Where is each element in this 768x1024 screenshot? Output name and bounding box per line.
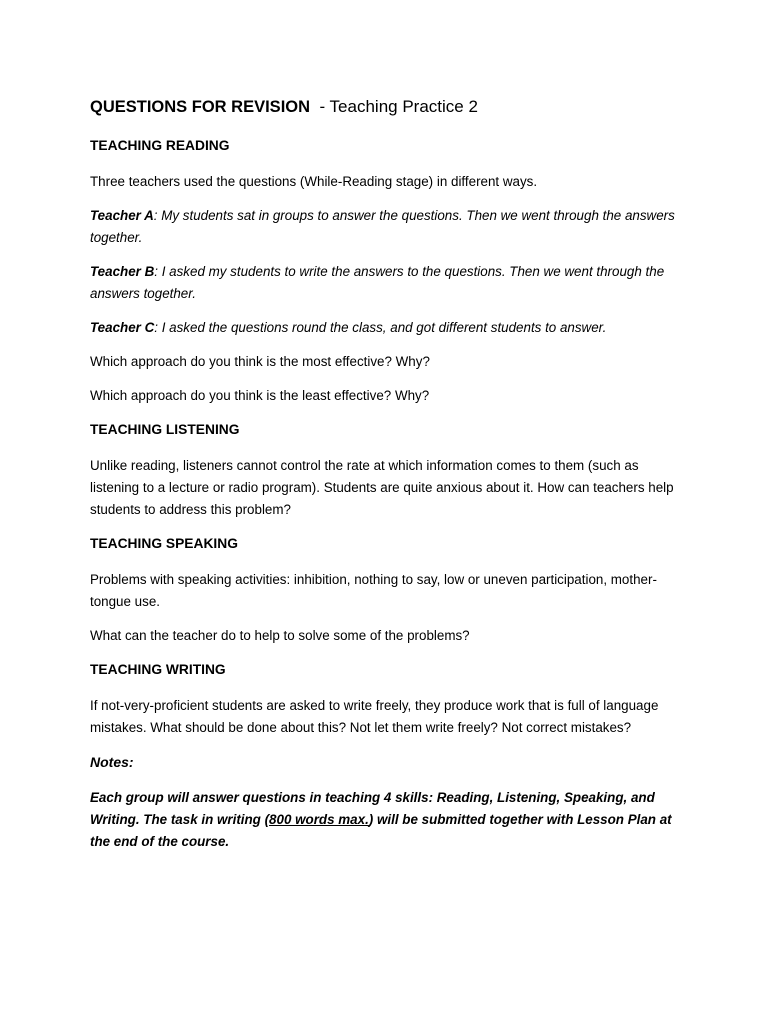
speaking-question: What can the teacher do to help to solve some of the problems? xyxy=(90,628,470,643)
teacher-a-separator: : xyxy=(153,208,162,223)
teacher-c-separator: : xyxy=(154,320,162,335)
speaking-text: Problems with speaking activities: inhibition, nothing to say, low or uneven participation, mother-tongue use. xyxy=(90,572,657,609)
notes-title: Notes: xyxy=(90,754,134,770)
notes-text-after: ) will be submitted together with Lesson Plan at the end of the course. xyxy=(90,812,672,849)
document-body xyxy=(90,94,685,865)
teacher-c-name: Teacher C xyxy=(90,320,155,335)
reading-question-least: Which approach do you think is the least effective? Why? xyxy=(90,388,430,403)
document-title xyxy=(90,94,685,121)
notes-text-before: Each group will answer questions in teaching 4 skills: Reading, Listening, Speaking, and Writing. The task in writing ( xyxy=(90,790,655,827)
listening-text: Unlike reading, listeners cannot control the rate at which information comes to them (such as listening to a lecture or radio program). Students are quite anxious about it. How can teachers help students to address this problem? xyxy=(90,458,674,517)
teacher-b-separator: : xyxy=(154,264,162,279)
notes-text xyxy=(90,787,685,853)
heading-teaching-speaking: TEACHING SPEAKING xyxy=(90,536,238,551)
notes-word-limit: 800 words max. xyxy=(269,812,369,827)
teacher-c-paragraph xyxy=(90,317,685,339)
teacher-a-quote: My students sat in groups to answer the questions. Then we went through the answers together. xyxy=(90,208,675,245)
teacher-b-quote: I asked my students to write the answers to the questions. Then we went through the answers together. xyxy=(90,264,665,301)
teacher-c-quote: I asked the questions round the class, and got different students to answer. xyxy=(161,320,607,335)
title-main: QUESTIONS FOR REVISION xyxy=(90,98,311,116)
heading-teaching-writing: TEACHING WRITING xyxy=(90,662,226,677)
teacher-b-name: Teacher B xyxy=(90,264,155,279)
reading-intro: Three teachers used the questions (While-Reading stage) in different ways. xyxy=(90,174,538,189)
writing-text: If not-very-proficient students are asked to write freely, they produce work that is full of language mistakes. What should be done about this? Not let them write freely? Not correct mistakes? xyxy=(90,698,659,735)
teacher-a-paragraph xyxy=(90,205,685,249)
teacher-a-name: Teacher A xyxy=(90,208,154,223)
teacher-b-paragraph xyxy=(90,261,685,305)
title-subtitle: - Teaching Practice 2 xyxy=(310,97,478,116)
heading-teaching-reading: TEACHING READING xyxy=(90,138,230,153)
reading-question-most: Which approach do you think is the most effective? Why? xyxy=(90,354,430,369)
heading-teaching-listening: TEACHING LISTENING xyxy=(90,422,240,437)
